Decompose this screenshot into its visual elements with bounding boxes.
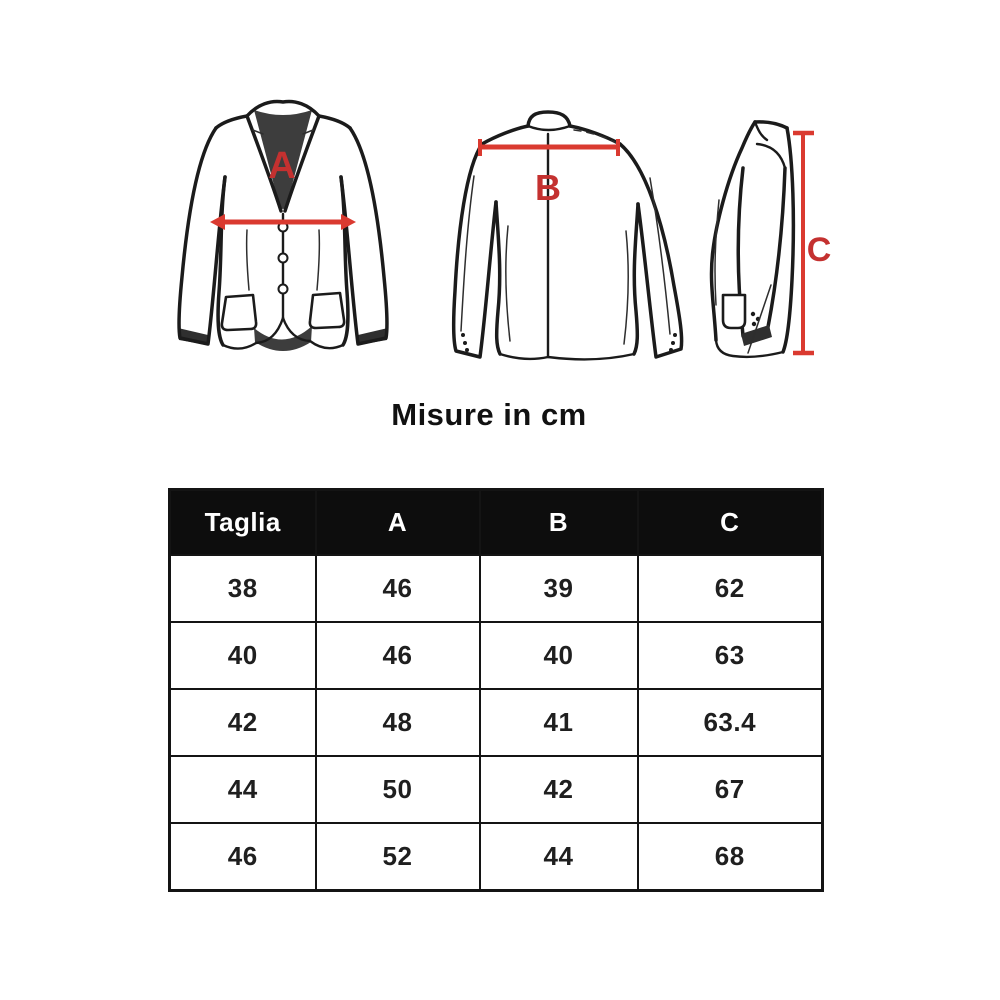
chest-width-arrow-left	[210, 214, 225, 230]
jacket-front-drawing	[178, 102, 388, 351]
back-collar-base	[528, 126, 570, 130]
jacket-side-view-icon	[695, 110, 845, 360]
back-right-sleeve	[620, 144, 682, 357]
front-left-dart-seam	[247, 230, 249, 290]
size-table	[168, 488, 824, 892]
measure-c-value: 63.4	[638, 689, 823, 756]
back-right-cuff-button	[671, 341, 675, 345]
measure-label-c: C	[806, 231, 832, 269]
back-left-cuff-button	[465, 348, 469, 352]
table-row-size-40	[170, 622, 823, 689]
back-left-shoulder	[482, 126, 528, 144]
measurement-c-annotation	[793, 133, 831, 353]
table-row-size-44	[170, 756, 823, 823]
size-value: 38	[170, 555, 316, 622]
jacket-side-drawing	[711, 122, 793, 357]
measure-b-value: 39	[480, 555, 638, 622]
front-left-pocket	[222, 295, 256, 330]
jacket-front-view-icon	[170, 92, 396, 362]
side-collar-seam	[755, 122, 767, 140]
measure-label-b: B	[535, 167, 561, 208]
measure-a-value: 46	[316, 555, 480, 622]
measure-b-value: 44	[480, 823, 638, 891]
table-row-size-42	[170, 689, 823, 756]
table-header-row	[170, 490, 823, 556]
column-header-a: A	[316, 490, 480, 556]
size-value: 46	[170, 823, 316, 891]
size-value: 42	[170, 689, 316, 756]
front-hem-dark-gap	[254, 326, 312, 351]
front-left-shoulder	[216, 116, 247, 128]
measure-label-a: A	[268, 145, 296, 187]
measure-b-value: 42	[480, 756, 638, 823]
side-armhole	[757, 144, 785, 168]
column-header-taglia: Taglia	[170, 490, 316, 556]
measure-b-value: 41	[480, 689, 638, 756]
measure-c-value: 63	[638, 622, 823, 689]
column-header-c: C	[638, 490, 823, 556]
size-value: 40	[170, 622, 316, 689]
front-button-bottom	[279, 285, 288, 294]
side-cuff-button	[751, 312, 755, 316]
back-right-body-side	[634, 204, 638, 354]
back-left-cuff-button	[461, 333, 465, 337]
front-right-shoulder	[319, 116, 350, 128]
column-header-b: B	[480, 490, 638, 556]
back-left-body-side	[496, 202, 500, 354]
table-row-size-46	[170, 823, 823, 891]
side-top-shoulder-edge	[755, 122, 787, 128]
back-right-hem	[548, 354, 634, 359]
front-right-dart-seam	[317, 230, 319, 290]
measure-c-value: 67	[638, 756, 823, 823]
table-row-size-38	[170, 555, 823, 622]
side-back-panel-seam	[748, 285, 771, 353]
front-button-middle	[279, 254, 288, 263]
page-title: Misure in cm	[391, 397, 587, 432]
size-value: 44	[170, 756, 316, 823]
side-back-edge	[783, 128, 793, 352]
measure-a-value: 48	[316, 689, 480, 756]
back-left-hem	[500, 354, 548, 359]
back-left-cuff-button	[463, 341, 467, 345]
front-right-pocket	[310, 293, 344, 328]
back-right-body-crease	[624, 231, 628, 344]
back-right-cuff-button	[673, 333, 677, 337]
back-left-body-crease	[506, 226, 510, 341]
back-left-sleeve	[454, 144, 496, 357]
measure-a-value: 52	[316, 823, 480, 891]
measure-a-value: 46	[316, 622, 480, 689]
side-sleeve-back-edge	[768, 168, 785, 327]
jacket-back-view-icon	[450, 106, 690, 358]
measure-c-value: 68	[638, 823, 823, 891]
measure-c-value: 62	[638, 555, 823, 622]
back-collar-outline	[528, 112, 570, 126]
back-right-cuff-button	[669, 348, 673, 352]
measure-b-value: 40	[480, 622, 638, 689]
side-cuff-button	[752, 322, 756, 326]
measurement-b-annotation	[480, 139, 618, 208]
measure-a-value: 50	[316, 756, 480, 823]
chest-width-arrow-right	[341, 214, 356, 230]
side-pocket	[723, 295, 745, 328]
